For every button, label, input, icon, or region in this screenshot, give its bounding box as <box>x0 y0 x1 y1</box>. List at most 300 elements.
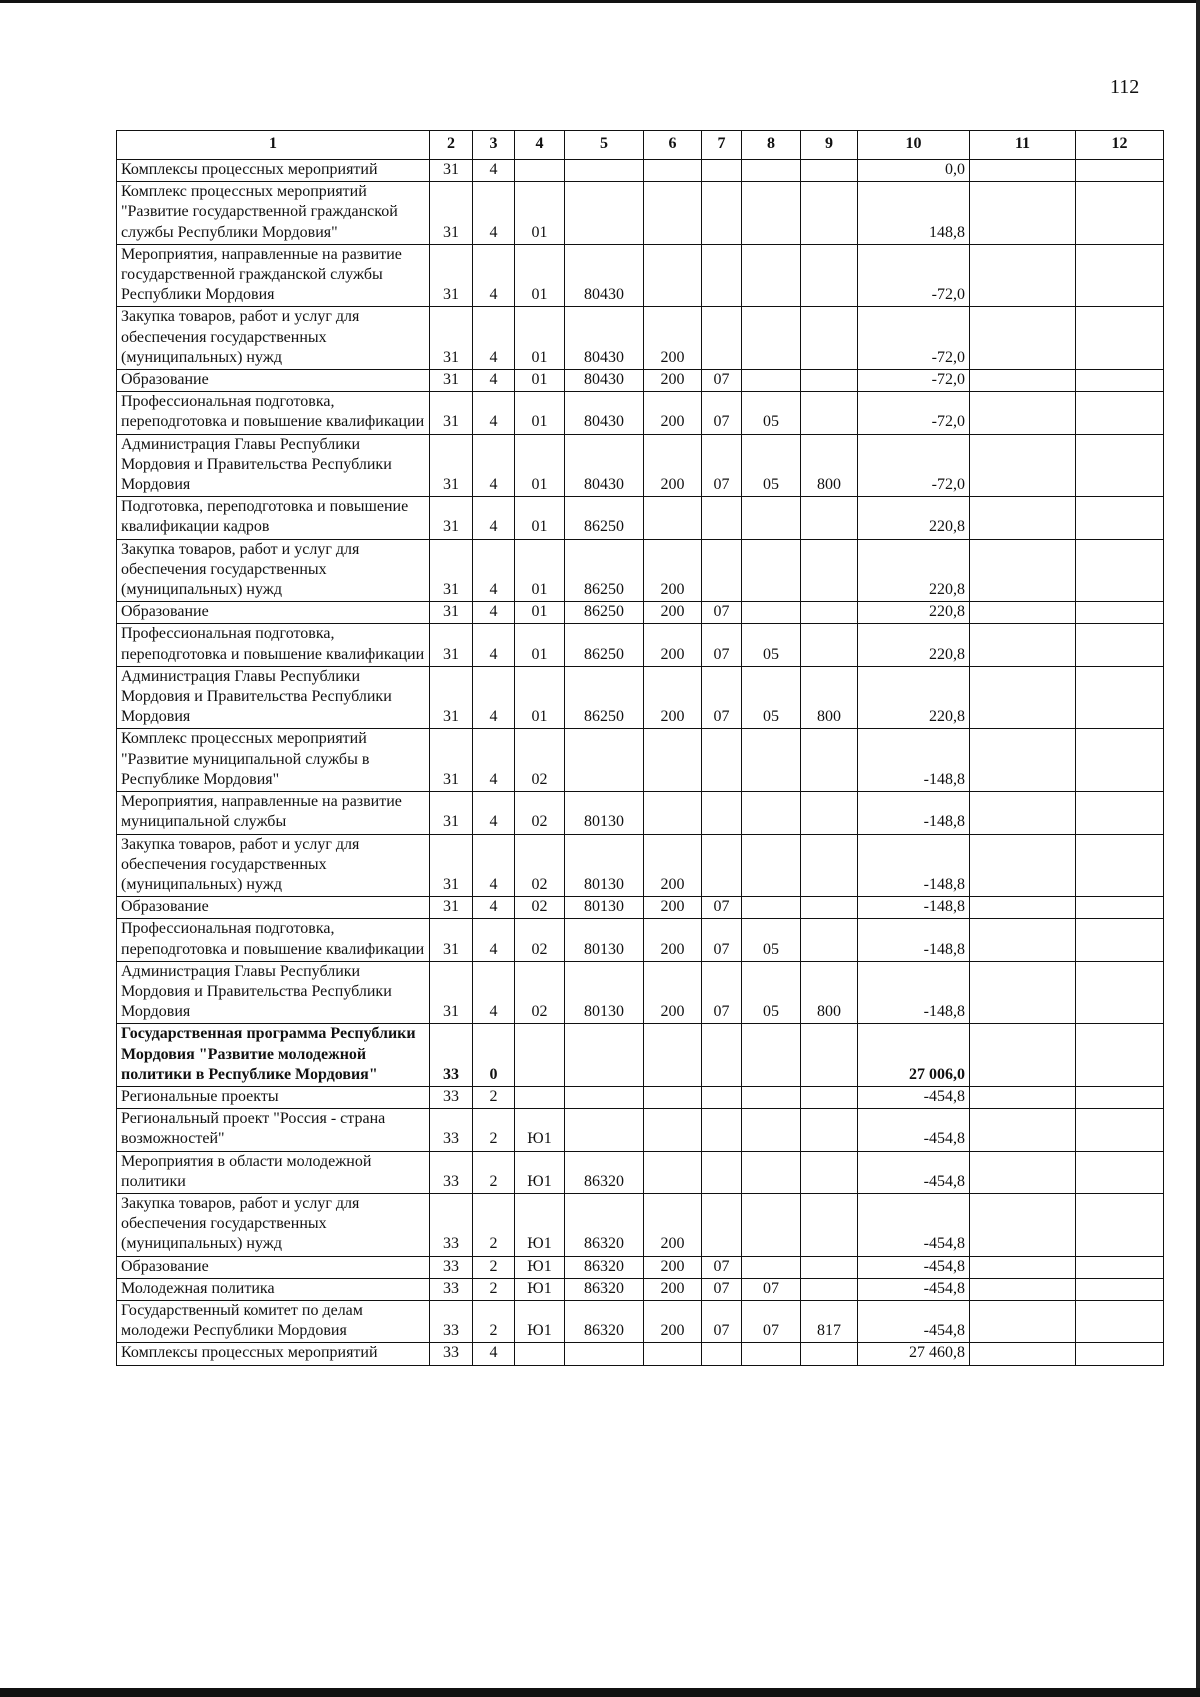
code-col-9: 800 <box>801 666 858 729</box>
code-col-5: 86320 <box>565 1256 644 1278</box>
code-col-6: 200 <box>644 961 702 1024</box>
code-col-6: 200 <box>644 539 702 602</box>
code-col-8 <box>742 1151 801 1193</box>
code-col-8 <box>742 602 801 624</box>
code-col-2: 31 <box>430 961 473 1024</box>
col-12-cell <box>1076 666 1164 729</box>
code-col-7 <box>702 539 742 602</box>
amount-cell: -148,8 <box>858 897 970 919</box>
code-col-4 <box>515 1024 565 1087</box>
code-col-4: 01 <box>515 666 565 729</box>
amount-cell: -454,8 <box>858 1278 970 1300</box>
col-11-cell <box>970 1193 1076 1256</box>
code-col-3: 4 <box>473 1343 515 1365</box>
table-row <box>117 1151 1164 1193</box>
code-col-8 <box>742 182 801 245</box>
code-col-7: 07 <box>702 434 742 497</box>
code-col-2: 31 <box>430 434 473 497</box>
code-col-9 <box>801 792 858 834</box>
table-row <box>117 1300 1164 1342</box>
column-header: 10 <box>858 131 970 160</box>
code-col-5: 80430 <box>565 370 644 392</box>
code-col-9 <box>801 370 858 392</box>
code-col-3: 2 <box>473 1278 515 1300</box>
row-name: Мероприятия в области молодежной политики <box>117 1151 430 1193</box>
code-col-2: 31 <box>430 834 473 897</box>
table-row <box>117 392 1164 434</box>
column-header: 6 <box>644 131 702 160</box>
code-col-8 <box>742 792 801 834</box>
col-12-cell <box>1076 1109 1164 1151</box>
code-col-5: 86320 <box>565 1151 644 1193</box>
code-col-3: 4 <box>473 392 515 434</box>
col-12-cell <box>1076 1278 1164 1300</box>
code-col-3: 4 <box>473 182 515 245</box>
code-col-6: 200 <box>644 624 702 666</box>
code-col-9 <box>801 897 858 919</box>
col-11-cell <box>970 434 1076 497</box>
code-col-4: Ю1 <box>515 1151 565 1193</box>
code-col-8 <box>742 1024 801 1087</box>
code-col-4 <box>515 1343 565 1365</box>
code-col-6 <box>644 160 702 182</box>
col-11-cell <box>970 1343 1076 1365</box>
amount-cell: -148,8 <box>858 919 970 961</box>
code-col-8: 05 <box>742 392 801 434</box>
code-col-5: 86250 <box>565 539 644 602</box>
code-col-5 <box>565 1024 644 1087</box>
code-col-8 <box>742 1193 801 1256</box>
code-col-7: 07 <box>702 1278 742 1300</box>
col-12-cell <box>1076 1300 1164 1342</box>
row-name: Администрация Главы Республики Мордовия и Правительства Республики Мордовия <box>117 666 430 729</box>
code-col-6: 200 <box>644 602 702 624</box>
row-name: Мероприятия, направленные на развитие государственной гражданской службы Республики Мордовия <box>117 244 430 307</box>
code-col-3: 4 <box>473 370 515 392</box>
code-col-5 <box>565 729 644 792</box>
amount-cell: -454,8 <box>858 1300 970 1342</box>
col-12-cell <box>1076 961 1164 1024</box>
table-row <box>117 961 1164 1024</box>
code-col-5: 86320 <box>565 1193 644 1256</box>
col-12-cell <box>1076 539 1164 602</box>
code-col-4: 01 <box>515 392 565 434</box>
code-col-7: 07 <box>702 1256 742 1278</box>
code-col-5 <box>565 1343 644 1365</box>
code-col-2: 31 <box>430 792 473 834</box>
column-header: 12 <box>1076 131 1164 160</box>
code-col-4: Ю1 <box>515 1109 565 1151</box>
code-col-5: 80430 <box>565 392 644 434</box>
col-11-cell <box>970 1109 1076 1151</box>
code-col-5: 80430 <box>565 307 644 370</box>
code-col-5: 80430 <box>565 244 644 307</box>
code-col-4: 01 <box>515 624 565 666</box>
row-name: Региональный проект "Россия - страна возможностей" <box>117 1109 430 1151</box>
code-col-2: 31 <box>430 160 473 182</box>
code-col-3: 2 <box>473 1086 515 1108</box>
code-col-4: 01 <box>515 244 565 307</box>
code-col-3: 4 <box>473 961 515 1024</box>
code-col-2: 33 <box>430 1109 473 1151</box>
col-12-cell <box>1076 182 1164 245</box>
code-col-6 <box>644 182 702 245</box>
table-row <box>117 539 1164 602</box>
code-col-7: 07 <box>702 602 742 624</box>
col-11-cell <box>970 792 1076 834</box>
row-name: Молодежная политика <box>117 1278 430 1300</box>
col-11-cell <box>970 307 1076 370</box>
table-row <box>117 1109 1164 1151</box>
table-row <box>117 1278 1164 1300</box>
code-col-3: 4 <box>473 434 515 497</box>
code-col-9 <box>801 624 858 666</box>
row-name: Комплексы процессных мероприятий <box>117 160 430 182</box>
code-col-8: 05 <box>742 961 801 1024</box>
code-col-6 <box>644 244 702 307</box>
col-12-cell <box>1076 244 1164 307</box>
row-name: Комплексы процессных мероприятий <box>117 1343 430 1365</box>
code-col-8 <box>742 897 801 919</box>
code-col-2: 33 <box>430 1024 473 1087</box>
col-12-cell <box>1076 160 1164 182</box>
table-row <box>117 1193 1164 1256</box>
code-col-4: Ю1 <box>515 1300 565 1342</box>
code-col-4: 01 <box>515 497 565 539</box>
col-12-cell <box>1076 1193 1164 1256</box>
column-header: 8 <box>742 131 801 160</box>
code-col-7 <box>702 497 742 539</box>
code-col-5: 86250 <box>565 497 644 539</box>
code-col-7: 07 <box>702 961 742 1024</box>
table-row <box>117 497 1164 539</box>
table-header-row <box>117 131 1164 160</box>
code-col-7 <box>702 834 742 897</box>
code-col-7: 07 <box>702 370 742 392</box>
code-col-6 <box>644 1109 702 1151</box>
code-col-2: 33 <box>430 1193 473 1256</box>
amount-cell: -72,0 <box>858 392 970 434</box>
code-col-8 <box>742 307 801 370</box>
col-12-cell <box>1076 834 1164 897</box>
code-col-8 <box>742 1086 801 1108</box>
col-11-cell <box>970 1024 1076 1087</box>
col-11-cell <box>970 392 1076 434</box>
table-body <box>117 160 1164 1366</box>
code-col-4: Ю1 <box>515 1256 565 1278</box>
amount-cell: -148,8 <box>858 729 970 792</box>
code-col-9 <box>801 497 858 539</box>
code-col-7 <box>702 160 742 182</box>
code-col-6: 200 <box>644 1300 702 1342</box>
col-12-cell <box>1076 497 1164 539</box>
column-header: 11 <box>970 131 1076 160</box>
code-col-4: 01 <box>515 434 565 497</box>
code-col-3: 4 <box>473 602 515 624</box>
row-name: Подготовка, переподготовка и повышение квалификации кадров <box>117 497 430 539</box>
col-11-cell <box>970 666 1076 729</box>
column-header: 4 <box>515 131 565 160</box>
row-name: Комплекс процессных мероприятий "Развитие государственной гражданской службы Республики Мордовия" <box>117 182 430 245</box>
code-col-9 <box>801 539 858 602</box>
code-col-2: 31 <box>430 897 473 919</box>
code-col-3: 4 <box>473 624 515 666</box>
amount-cell: -454,8 <box>858 1193 970 1256</box>
code-col-3: 4 <box>473 666 515 729</box>
row-name: Мероприятия, направленные на развитие муниципальной службы <box>117 792 430 834</box>
row-name: Государственная программа Республики Мордовия "Развитие молодежной политики в Республике Мордовия" <box>117 1024 430 1087</box>
table-row <box>117 897 1164 919</box>
column-header: 3 <box>473 131 515 160</box>
code-col-5: 86320 <box>565 1300 644 1342</box>
code-col-8 <box>742 1109 801 1151</box>
code-col-5 <box>565 182 644 245</box>
code-col-8: 05 <box>742 624 801 666</box>
code-col-8 <box>742 834 801 897</box>
code-col-5: 80130 <box>565 919 644 961</box>
code-col-9 <box>801 1109 858 1151</box>
col-11-cell <box>970 602 1076 624</box>
row-name: Комплекс процессных мероприятий "Развитие муниципальной службы в Республике Мордовия" <box>117 729 430 792</box>
row-name: Государственный комитет по делам молодежи Республики Мордовия <box>117 1300 430 1342</box>
table-row <box>117 160 1164 182</box>
col-12-cell <box>1076 792 1164 834</box>
code-col-7: 07 <box>702 624 742 666</box>
row-name: Администрация Главы Республики Мордовия и Правительства Республики Мордовия <box>117 434 430 497</box>
code-col-6: 200 <box>644 1256 702 1278</box>
col-11-cell <box>970 244 1076 307</box>
code-col-9 <box>801 1278 858 1300</box>
code-col-4: 02 <box>515 897 565 919</box>
row-name: Образование <box>117 897 430 919</box>
code-col-4: 02 <box>515 834 565 897</box>
code-col-3: 2 <box>473 1109 515 1151</box>
code-col-9 <box>801 919 858 961</box>
code-col-7 <box>702 1109 742 1151</box>
code-col-4: 01 <box>515 602 565 624</box>
col-12-cell <box>1076 729 1164 792</box>
column-header: 1 <box>117 131 430 160</box>
code-col-5: 80130 <box>565 961 644 1024</box>
code-col-6: 200 <box>644 307 702 370</box>
amount-cell: 27 006,0 <box>858 1024 970 1087</box>
col-12-cell <box>1076 1256 1164 1278</box>
col-12-cell <box>1076 370 1164 392</box>
code-col-6 <box>644 497 702 539</box>
amount-cell: -454,8 <box>858 1256 970 1278</box>
table-row <box>117 307 1164 370</box>
col-11-cell <box>970 961 1076 1024</box>
amount-cell: -454,8 <box>858 1151 970 1193</box>
col-12-cell <box>1076 392 1164 434</box>
column-header: 9 <box>801 131 858 160</box>
row-name: Администрация Главы Республики Мордовия и Правительства Республики Мордовия <box>117 961 430 1024</box>
code-col-2: 31 <box>430 602 473 624</box>
code-col-5 <box>565 1086 644 1108</box>
code-col-2: 31 <box>430 919 473 961</box>
row-name: Региональные проекты <box>117 1086 430 1108</box>
code-col-4: 01 <box>515 307 565 370</box>
code-col-2: 33 <box>430 1151 473 1193</box>
code-col-8: 07 <box>742 1278 801 1300</box>
row-name: Образование <box>117 1256 430 1278</box>
code-col-8: 05 <box>742 434 801 497</box>
code-col-6: 200 <box>644 1193 702 1256</box>
code-col-7: 07 <box>702 666 742 729</box>
col-11-cell <box>970 160 1076 182</box>
code-col-8 <box>742 244 801 307</box>
code-col-6: 200 <box>644 1278 702 1300</box>
col-12-cell <box>1076 602 1164 624</box>
row-name: Закупка товаров, работ и услуг для обеспечения государственных (муниципальных) нужд <box>117 1193 430 1256</box>
code-col-5: 80130 <box>565 792 644 834</box>
amount-cell: -72,0 <box>858 244 970 307</box>
table-row <box>117 919 1164 961</box>
table-row <box>117 434 1164 497</box>
code-col-8 <box>742 1256 801 1278</box>
code-col-7 <box>702 1151 742 1193</box>
code-col-4 <box>515 1086 565 1108</box>
col-12-cell <box>1076 1151 1164 1193</box>
col-12-cell <box>1076 1086 1164 1108</box>
code-col-7 <box>702 182 742 245</box>
code-col-4: Ю1 <box>515 1193 565 1256</box>
code-col-6 <box>644 1024 702 1087</box>
code-col-9 <box>801 392 858 434</box>
col-12-cell <box>1076 1024 1164 1087</box>
code-col-9: 817 <box>801 1300 858 1342</box>
code-col-6: 200 <box>644 919 702 961</box>
code-col-4: 02 <box>515 729 565 792</box>
code-col-5: 86250 <box>565 666 644 729</box>
column-header: 7 <box>702 131 742 160</box>
code-col-6: 200 <box>644 392 702 434</box>
col-12-cell <box>1076 434 1164 497</box>
code-col-9 <box>801 307 858 370</box>
col-11-cell <box>970 1151 1076 1193</box>
budget-table <box>116 130 1164 1366</box>
code-col-6: 200 <box>644 666 702 729</box>
code-col-7 <box>702 1343 742 1365</box>
scan-border-right <box>1196 0 1200 1697</box>
code-col-3: 2 <box>473 1300 515 1342</box>
col-12-cell <box>1076 1343 1164 1365</box>
col-12-cell <box>1076 624 1164 666</box>
code-col-9 <box>801 244 858 307</box>
code-col-2: 31 <box>430 497 473 539</box>
col-11-cell <box>970 1278 1076 1300</box>
table-row <box>117 370 1164 392</box>
code-col-6 <box>644 792 702 834</box>
code-col-6 <box>644 1151 702 1193</box>
code-col-5 <box>565 160 644 182</box>
code-col-9 <box>801 1024 858 1087</box>
code-col-6: 200 <box>644 834 702 897</box>
table-row <box>117 244 1164 307</box>
col-11-cell <box>970 1086 1076 1108</box>
code-col-5 <box>565 1109 644 1151</box>
code-col-4: Ю1 <box>515 1278 565 1300</box>
code-col-4: 01 <box>515 182 565 245</box>
amount-cell: -72,0 <box>858 434 970 497</box>
code-col-2: 33 <box>430 1086 473 1108</box>
code-col-8: 07 <box>742 1300 801 1342</box>
amount-cell: -148,8 <box>858 834 970 897</box>
code-col-6 <box>644 1343 702 1365</box>
code-col-8 <box>742 729 801 792</box>
code-col-5: 80130 <box>565 834 644 897</box>
code-col-4: 02 <box>515 919 565 961</box>
scan-border-top <box>0 0 1200 3</box>
col-11-cell <box>970 729 1076 792</box>
col-11-cell <box>970 624 1076 666</box>
amount-cell: 220,8 <box>858 602 970 624</box>
code-col-2: 31 <box>430 370 473 392</box>
amount-cell: 148,8 <box>858 182 970 245</box>
col-11-cell <box>970 919 1076 961</box>
amount-cell: 220,8 <box>858 624 970 666</box>
code-col-3: 4 <box>473 539 515 602</box>
table-row <box>117 1343 1164 1365</box>
code-col-7 <box>702 307 742 370</box>
amount-cell: 220,8 <box>858 497 970 539</box>
code-col-5: 80130 <box>565 897 644 919</box>
code-col-2: 33 <box>430 1256 473 1278</box>
code-col-9: 800 <box>801 434 858 497</box>
amount-cell: 27 460,8 <box>858 1343 970 1365</box>
table-row <box>117 666 1164 729</box>
table-row <box>117 1086 1164 1108</box>
code-col-3: 4 <box>473 834 515 897</box>
row-name: Профессиональная подготовка, переподготовка и повышение квалификации <box>117 919 430 961</box>
code-col-9 <box>801 1086 858 1108</box>
code-col-9 <box>801 602 858 624</box>
code-col-4: 01 <box>515 539 565 602</box>
col-11-cell <box>970 1300 1076 1342</box>
code-col-7 <box>702 1193 742 1256</box>
code-col-8: 05 <box>742 919 801 961</box>
code-col-8 <box>742 1343 801 1365</box>
amount-cell: 0,0 <box>858 160 970 182</box>
code-col-8 <box>742 370 801 392</box>
code-col-2: 33 <box>430 1343 473 1365</box>
row-name: Образование <box>117 602 430 624</box>
table-row <box>117 834 1164 897</box>
table-row <box>117 1024 1164 1087</box>
col-11-cell <box>970 497 1076 539</box>
code-col-2: 31 <box>430 182 473 245</box>
column-header: 2 <box>430 131 473 160</box>
code-col-5: 86250 <box>565 624 644 666</box>
code-col-2: 31 <box>430 539 473 602</box>
code-col-5: 80430 <box>565 434 644 497</box>
code-col-3: 2 <box>473 1256 515 1278</box>
code-col-2: 31 <box>430 307 473 370</box>
col-11-cell <box>970 1256 1076 1278</box>
code-col-7 <box>702 244 742 307</box>
code-col-6: 200 <box>644 434 702 497</box>
row-name: Закупка товаров, работ и услуг для обеспечения государственных (муниципальных) нужд <box>117 834 430 897</box>
code-col-8 <box>742 160 801 182</box>
code-col-7: 07 <box>702 919 742 961</box>
code-col-2: 31 <box>430 729 473 792</box>
code-col-4: 02 <box>515 961 565 1024</box>
col-11-cell <box>970 539 1076 602</box>
code-col-3: 0 <box>473 1024 515 1087</box>
table-row <box>117 624 1164 666</box>
col-12-cell <box>1076 897 1164 919</box>
code-col-3: 4 <box>473 497 515 539</box>
